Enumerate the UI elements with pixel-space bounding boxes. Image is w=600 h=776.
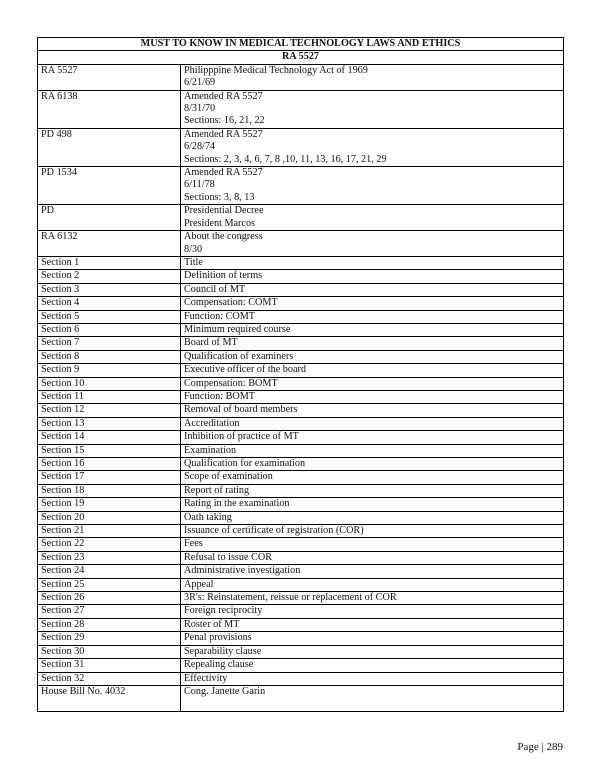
row-description [181,592,564,605]
table-title: MUST TO KNOW IN MEDICAL TECHNOLOGY LAWS AND ETHICS [38,38,564,51]
description-line: Title [184,256,203,268]
table-row [38,444,564,457]
table-row [38,350,564,363]
row-description [181,498,564,511]
description-line: President Marcos [184,217,256,229]
description-line: Executive officer of the board [184,364,307,376]
table-row [38,90,564,128]
row-description [181,167,564,205]
description-line: Repealing clause [184,659,254,671]
row-code: Section 12 [38,404,181,417]
row-description [181,551,564,564]
table-row [38,231,564,257]
row-code: PD [38,205,181,231]
description-line: Penal provisions [184,632,252,644]
table-row [38,390,564,403]
row-code: House Bill No. 4032 [38,685,181,711]
table-row [38,337,564,350]
row-code: Section 27 [38,605,181,618]
table-row [38,364,564,377]
table-row [38,431,564,444]
table-row [38,632,564,645]
row-code: PD 498 [38,128,181,166]
table-row [38,167,564,205]
table-row [38,270,564,283]
row-description [181,685,564,711]
row-code: PD 1534 [38,167,181,205]
title-row [38,38,564,51]
description-line: Oath taking [184,511,232,523]
row-code: Section 2 [38,270,181,283]
description-line: 6/21/69 [184,77,216,89]
description-line: Examination [184,444,237,456]
row-description [181,128,564,166]
table-row [38,498,564,511]
row-code: Section 13 [38,417,181,430]
row-code: Section 7 [38,337,181,350]
laws-table-body [38,38,564,712]
description-line: Removal of board members [184,404,298,416]
description-line: Function: COMT [184,310,256,322]
row-code: RA 6138 [38,90,181,128]
description-line: 8/31/70 [184,103,216,115]
row-code: Section 21 [38,525,181,538]
table-row [38,605,564,618]
row-description [181,270,564,283]
table-row [38,538,564,551]
row-description [181,538,564,551]
description-line: Amended RA 5527 [184,167,263,179]
table-row [38,64,564,90]
table-row [38,128,564,166]
description-line: Refusal to issue COR [184,551,273,563]
row-description [181,578,564,591]
description-line: Separability clause [184,645,262,657]
row-description [181,632,564,645]
description-line: 6/28/74 [184,141,216,153]
row-description [181,350,564,363]
description-line: Scope of examination [184,471,273,483]
row-description [181,511,564,524]
table-row [38,484,564,497]
row-description [181,444,564,457]
row-code: Section 30 [38,645,181,658]
row-description [181,645,564,658]
row-code: Section 26 [38,592,181,605]
description-line: 6/11/78 [184,179,215,191]
description-line: Amended RA 5527 [184,90,263,102]
description-line: Sections: 16, 21, 22 [184,115,265,127]
table-row [38,205,564,231]
page-number: Page | 289 [517,741,563,753]
table-row [38,404,564,417]
row-description [181,404,564,417]
description-line: Philipppine Medical Technology Act of 1969 [184,64,368,76]
row-code: Section 3 [38,283,181,296]
row-code: Section 10 [38,377,181,390]
row-code: Section 14 [38,431,181,444]
row-code: Section 24 [38,565,181,578]
row-code: Section 6 [38,323,181,336]
table-subtitle: RA 5527 [38,51,564,64]
row-description [181,605,564,618]
description-line: Definition of terms [184,270,263,282]
description-line: Inhibition of practice of MT [184,431,299,443]
row-code: Section 28 [38,618,181,631]
row-code: Section 16 [38,458,181,471]
row-description [181,458,564,471]
table-row [38,256,564,269]
description-line: 3R's: Reinstatement, reissue or replacement of COR [184,592,397,604]
row-description [181,525,564,538]
description-line: Presidential Decree [184,205,264,217]
description-line: Sections: 2, 3, 4, 6, 7, 8 ,10, 11, 13, 16, 17, 21, 29 [184,153,387,165]
table-row [38,377,564,390]
description-line [184,698,560,710]
table-row [38,685,564,711]
table-row [38,618,564,631]
description-line: 8/30 [184,243,203,255]
row-description [181,323,564,336]
description-line: Effectivity [184,672,228,684]
row-description [181,90,564,128]
table-row [38,551,564,564]
table-row [38,672,564,685]
row-description [181,205,564,231]
description-line: Cong. Janette Garin [184,685,266,697]
row-description [181,659,564,672]
row-code: RA 5527 [38,64,181,90]
description-line: Appeal [184,578,214,590]
table-row [38,417,564,430]
table-row [38,525,564,538]
table-row [38,471,564,484]
table-row [38,592,564,605]
row-description [181,64,564,90]
row-code: Section 22 [38,538,181,551]
description-line: Report of rating [184,484,250,496]
row-description [181,364,564,377]
row-code: Section 31 [38,659,181,672]
row-code: Section 32 [38,672,181,685]
description-line: Board of MT [184,337,238,349]
laws-table [37,37,564,712]
table-row [38,511,564,524]
description-line: Minimum required course [184,323,291,335]
row-code: Section 11 [38,390,181,403]
row-description [181,565,564,578]
row-description [181,390,564,403]
description-line: Qualification of examiners [184,350,294,362]
row-code: RA 6132 [38,231,181,257]
row-description [181,377,564,390]
table-row [38,659,564,672]
table-row [38,310,564,323]
description-line: Fees [184,538,203,550]
description-line: Council of MT [184,283,246,295]
description-line: Function: BOMT [184,390,256,402]
description-line: Accreditation [184,417,240,429]
row-code: Section 29 [38,632,181,645]
description-line: Administrative investigation [184,565,301,577]
subtitle-row [38,51,564,64]
table-row [38,565,564,578]
row-code: Section 18 [38,484,181,497]
row-description [181,283,564,296]
row-description [181,471,564,484]
table-row [38,323,564,336]
row-code: Section 1 [38,256,181,269]
row-code: Section 9 [38,364,181,377]
row-description [181,231,564,257]
row-code: Section 23 [38,551,181,564]
table-row [38,578,564,591]
row-code: Section 5 [38,310,181,323]
description-line: Roster of MT [184,618,240,630]
table-row [38,297,564,310]
description-line: Amended RA 5527 [184,128,263,140]
row-description [181,256,564,269]
row-description [181,417,564,430]
row-description [181,672,564,685]
row-code: Section 17 [38,471,181,484]
description-line: Compensation: COMT [184,297,278,309]
description-line: Issuance of certificate of registration (COR) [184,525,364,537]
row-description [181,431,564,444]
row-description [181,618,564,631]
table-row [38,283,564,296]
row-description [181,297,564,310]
row-code: Section 8 [38,350,181,363]
row-code: Section 4 [38,297,181,310]
row-code: Section 15 [38,444,181,457]
row-description [181,484,564,497]
description-line: Qualification for examination [184,458,306,469]
row-code: Section 25 [38,578,181,591]
description-line: Sections: 3, 8, 13 [184,191,255,203]
row-code: Section 20 [38,511,181,524]
description-line: About the congress [184,231,263,243]
description-line: Foreign reciprocity [184,605,263,617]
description-line: Rating in the examination [184,498,290,510]
row-code: Section 19 [38,498,181,511]
row-description [181,310,564,323]
table-row [38,645,564,658]
description-line: Compensation: BOMT [184,377,278,389]
table-row [38,458,564,471]
row-description [181,337,564,350]
